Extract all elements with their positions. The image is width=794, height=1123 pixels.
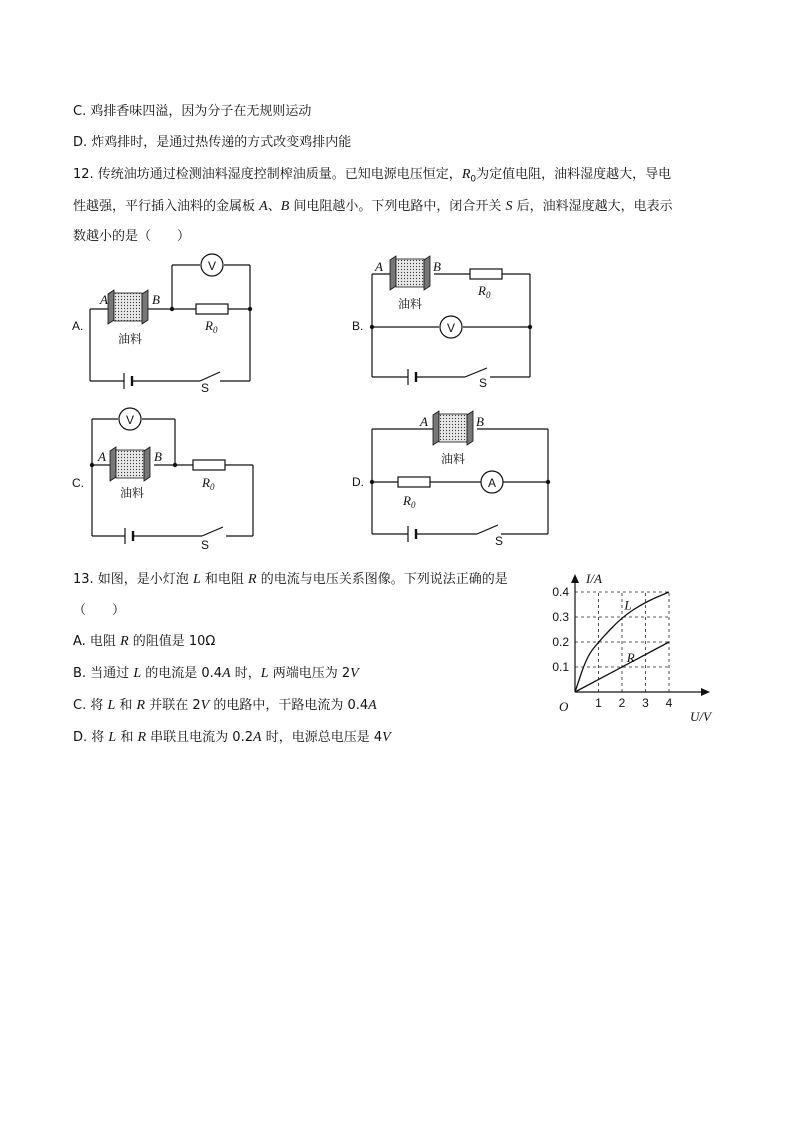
r0-label: $R_0$ (403, 493, 416, 510)
plate-b-label: B (476, 414, 484, 429)
q13-stem-line1: 13. 如图，是小灯泡 L 和电阻 R 的电流与电压关系图像。下列说法正确的是 (73, 572, 508, 587)
y-tick-label: 0.4 (552, 585, 569, 599)
plate-a-label: A (375, 259, 383, 274)
plate-a-label: A (98, 449, 106, 464)
series-l-label: L (624, 597, 632, 613)
voltmeter-label: V (207, 259, 217, 273)
x-axis-label: U/V (690, 709, 711, 724)
iu-chart (540, 565, 740, 730)
switch-label: S (478, 376, 488, 390)
chart-grid (575, 592, 669, 692)
oil-label: 油料 (117, 332, 143, 346)
origin-label: O (559, 699, 569, 714)
x-tick-label: 1 (595, 696, 602, 710)
q13-option-d: D. 将 L 和 R 串联且电流为 0.2A 时，电源总电压是 4V (73, 730, 391, 745)
switch-label: S (200, 538, 210, 552)
circuit-diagram-c (60, 405, 280, 555)
q13-option-b: B. 当通过 L 的电流是 0.4A 时，L 两端电压为 2V (73, 666, 359, 681)
plate-a-label: A (100, 292, 108, 307)
option-d-label: D. (352, 475, 364, 489)
q13-option-a: A. 电阻 R 的阻值是 10Ω (73, 634, 216, 649)
oil-sample-icon (108, 290, 148, 324)
ammeter-label: A (487, 476, 497, 490)
option-c-label: C. (72, 476, 84, 490)
circuit-diagram-a (60, 250, 270, 395)
q11-option-c: C. 鸡排香味四溢，因为分子在无规则运动 (73, 104, 312, 119)
voltmeter-label: V (125, 413, 135, 427)
plate-b-label: B (152, 292, 160, 307)
circuit-diagram-d (340, 405, 570, 555)
q12-stem-line2: 性越强，平行插入油料的金属板 A、B 间电阻越小。下列电路中，闭合开关 S 后，油料湿度越大，电表示 (73, 199, 673, 214)
resistor-r0 (196, 304, 228, 314)
r0-label: $R_0$ (478, 283, 491, 300)
x-tick-label: 2 (618, 696, 626, 710)
r0-label: $R_0$ (205, 318, 218, 335)
oil-label: 油料 (440, 452, 466, 466)
x-tick-label: 3 (642, 696, 649, 710)
y-axis-arrow-icon (571, 574, 579, 583)
q12-stem-line3: 数越小的是（ ） (73, 229, 191, 244)
r0-label: $R_0$ (202, 475, 215, 492)
oil-sample-icon (110, 447, 150, 481)
y-tick-label: 0.1 (552, 660, 569, 674)
q12-stem-line1: 12. 传统油坊通过检测油料湿度控制榨油质量。已知电源电压恒定，$R_0$为定值电阻，油料湿度越大，导电 (73, 167, 672, 185)
resistor-r0 (398, 477, 430, 487)
option-b-label: B. (352, 319, 364, 333)
y-tick-label: 0.3 (552, 610, 569, 624)
plate-b-label: B (433, 259, 441, 274)
x-tick-label: 4 (665, 696, 673, 710)
oil-sample-icon (390, 256, 430, 290)
plate-b-label: B (154, 449, 162, 464)
series-r-label: R (626, 650, 635, 665)
plate-a-label: A (420, 414, 428, 429)
resistor-r0 (470, 269, 502, 279)
switch-label: S (200, 381, 210, 395)
circuit-diagram-b (340, 250, 560, 390)
voltmeter-label: V (446, 321, 456, 335)
resistor-r0 (193, 460, 225, 470)
y-axis-label: I/A (586, 571, 602, 586)
q11-option-d: D. 炸鸡排时，是通过热传递的方式改变鸡排内能 (73, 135, 352, 150)
q13-option-c: C. 将 L 和 R 并联在 2V 的电路中，干路电流为 0.4A (73, 698, 377, 713)
oil-label: 油料 (119, 486, 145, 500)
oil-sample-icon (433, 411, 473, 445)
y-tick-label: 0.2 (552, 635, 569, 649)
q13-stem-line2: （ ） (73, 603, 126, 618)
option-a-label: A. (72, 319, 84, 333)
x-axis-arrow-icon (701, 688, 710, 696)
oil-label: 油料 (397, 297, 423, 311)
switch-label: S (494, 534, 504, 548)
